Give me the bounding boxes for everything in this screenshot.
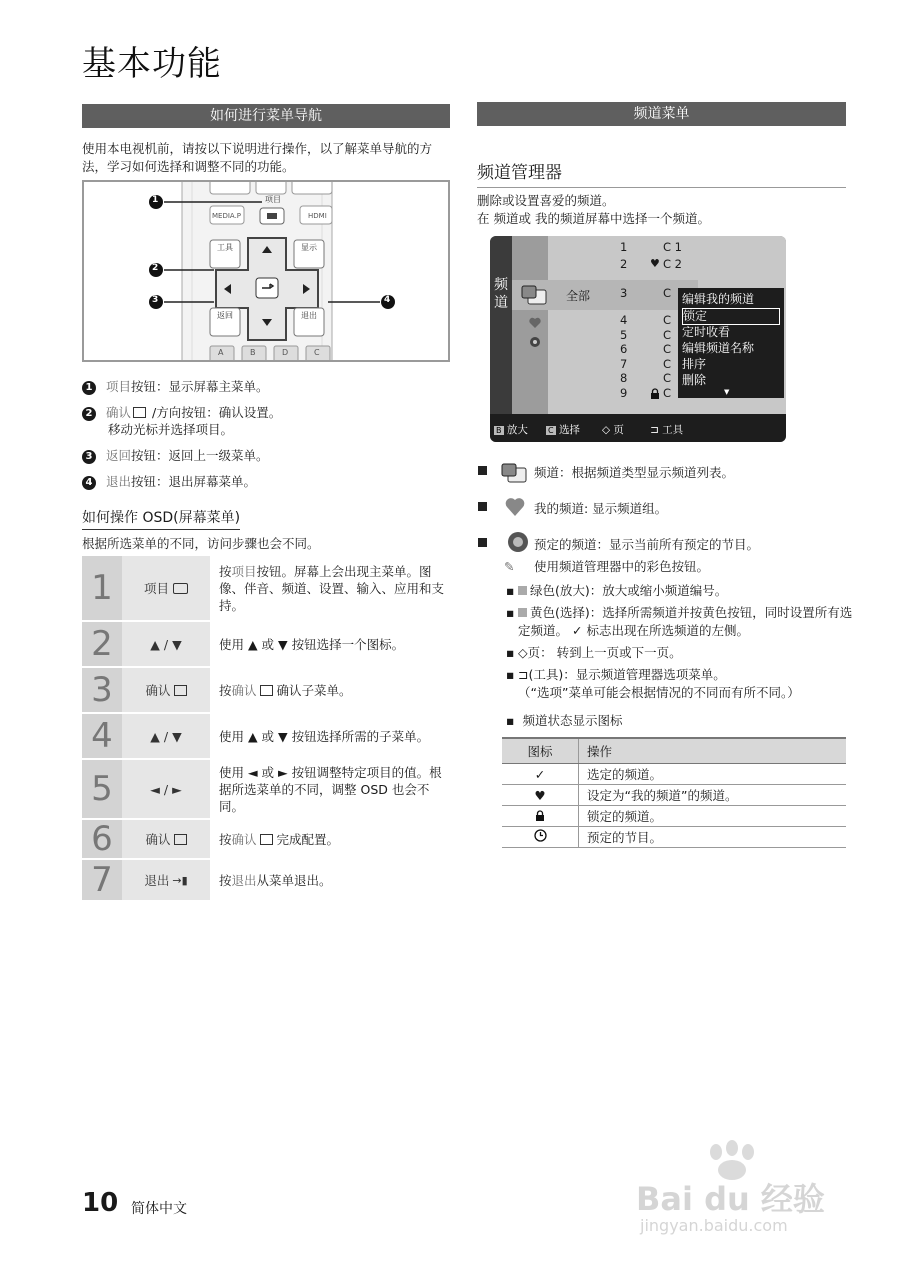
remote-tools-label: 工具 (217, 243, 233, 252)
footer-select: C 选择 (548, 424, 580, 436)
callout-num: 4 (82, 476, 96, 490)
updown-icon: ◇ (518, 645, 528, 660)
baidu-watermark (636, 1140, 846, 1240)
step-desc: 按退出从菜单退出。 (219, 872, 332, 888)
osd-intro: 根据所选菜单的不同，访问步骤也会不同。 (82, 536, 320, 551)
intro-text: 使用本电视机前，请按以下说明进行操作，以了解菜单导航的方法，学习如何选择和调整不同的功能。 (82, 141, 433, 174)
step-row (82, 556, 450, 620)
callout-item-3 (82, 447, 452, 464)
channel-list-icon (500, 462, 530, 484)
sub-item-zoom: ▪ 绿色(放大)：放大或缩小频道编号。 (506, 583, 728, 598)
watermark-url: jingyan.baidu.com (640, 1216, 788, 1235)
remote-color-b: B (250, 348, 256, 357)
clock-icon (502, 827, 579, 848)
step-number: 1 (82, 556, 122, 620)
step-desc: 按项目按钮。屏幕上会出现主菜单。图像、伴音、频道、设置、输入、应用和支持。 (219, 563, 445, 613)
bullet-square (478, 466, 487, 475)
tv-side-bar (490, 236, 512, 414)
step-number: 6 (82, 820, 122, 858)
callout-key: 项目 (106, 379, 132, 394)
callout-num: 3 (82, 450, 96, 464)
table-row: ♥ 设定为“我的频道”的频道。 (502, 785, 846, 806)
table-header (502, 738, 846, 764)
step-row (82, 820, 450, 858)
enter-icon (260, 834, 273, 845)
watermark-brand: Bai du 经验 (636, 1180, 825, 1218)
step-key: ◄ / ► (122, 760, 210, 818)
callout-text-2: 移动光标并选择项目。 (108, 422, 234, 437)
callout-text: 按钮：退出屏幕菜单。 (131, 474, 257, 489)
step-key: 退出 →▮ (122, 860, 210, 900)
col-icon: 图标 (502, 738, 579, 764)
popup-scroll-down-icon[interactable]: ▼ (724, 388, 730, 396)
note-line: ✎ 使用频道管理器中的彩色按钮。 (504, 559, 710, 574)
step-row (82, 622, 450, 666)
enter-icon (260, 685, 273, 696)
step-desc: 使用 ▲ 或 ▼ 按钮选择所需的子菜单。 (219, 728, 430, 744)
step-key: ▲ / ▼ (122, 622, 210, 666)
callout-text: /方向按钮：确认设置。 (148, 405, 282, 420)
tv-options-popup (678, 288, 784, 398)
osd-steps (82, 556, 450, 902)
callout-marker-4: 4 (384, 295, 391, 305)
remote-drawing (84, 182, 448, 360)
icon-bullets (478, 464, 858, 708)
step-row (82, 860, 450, 900)
remote-color-c: C (314, 348, 320, 357)
note-pencil-icon: ✎ (504, 559, 515, 574)
footer-yellow-key: C (548, 426, 554, 435)
callout-key: 退出 (106, 474, 132, 489)
scheduled-icon (506, 530, 530, 554)
desc-line-2: 在 频道或 我的频道屏幕中选择一个频道。 (477, 211, 710, 226)
callout-key: 返回 (106, 448, 132, 463)
remote-media-label: MEDIA.P (212, 212, 242, 220)
remote-color-a: A (218, 348, 224, 357)
step-desc: 使用 ▲ 或 ▼ 按钮选择一个图标。 (219, 636, 405, 652)
subsection-title: 频道管理器 (477, 158, 846, 188)
footer-zoom: B 放大 (496, 424, 528, 436)
step-row (82, 668, 450, 712)
col-action: 操作 (579, 738, 847, 764)
callout-num: 2 (82, 407, 96, 421)
bullet-my-channel: 我的频道: 显示频道组。 (478, 500, 858, 536)
remote-hdmi-label: HDMI (308, 212, 327, 220)
tv-row-numbers: 1 2 3 4 5 6 7 8 9 (620, 240, 628, 400)
remote-illustration (82, 180, 450, 362)
remote-return-label: 返回 (217, 311, 233, 320)
scheduled-icon (528, 335, 542, 349)
bullet-square (478, 502, 487, 511)
tv-footer (490, 414, 786, 442)
footer-language: 简体中文 (131, 1201, 187, 1217)
status-icon-title: ▪ 频道状态显示图标 (506, 713, 623, 728)
step-desc: 按确认 确认子菜单。 (219, 682, 352, 698)
heart-icon (504, 496, 526, 518)
channel-list-icon (520, 284, 550, 306)
tv-side-label: 频 道 (494, 277, 508, 311)
popup-item-selected[interactable]: 锁定 (682, 308, 780, 326)
footer-tools: ⊐ 工具 (650, 424, 684, 436)
sub-item-select: ▪ 黄色(选择)：选择所需频道并按黄色按钮，同时设置所有选定频道。 ✓ 标志出现在所选频道的左侧。 (506, 605, 853, 638)
step-desc: 使用 ◄ 或 ► 按钮调整特定项目的值。根据所选菜单的不同，调整 OSD 也会不同。 (219, 764, 442, 814)
exit-icon: →▮ (172, 873, 188, 887)
tools-icon: ⊐ (518, 667, 529, 682)
check-icon: ✓ (502, 764, 579, 785)
step-key: ▲ / ▼ (122, 714, 210, 758)
sub-item-page: ▪ ◇页： 转到上一页或下一页。 (506, 645, 682, 660)
callout-marker-2: 2 (152, 263, 159, 273)
popup-list (678, 288, 784, 388)
tv-row-channels: C 1 C 2 C C C C C C C (663, 240, 683, 400)
footer-page: ◇ 页 (602, 424, 624, 436)
step-row (82, 714, 450, 758)
enter-icon (174, 834, 187, 845)
bullet-channel: 频道：根据频道类型显示频道列表。 (478, 464, 858, 500)
table-row: ✓ 选定的频道。 (502, 764, 846, 785)
popup-item[interactable]: 编辑频道名称 (682, 341, 755, 356)
step-number: 2 (82, 622, 122, 666)
tv-heart-mark: ♥ (650, 257, 660, 270)
callout-item-2 (82, 404, 452, 438)
popup-item[interactable]: 删除 (682, 372, 707, 387)
page-title: 基本功能 (82, 44, 222, 84)
remote-menu-label: 项目 (265, 195, 281, 204)
callout-num: 1 (82, 381, 96, 395)
callout-marker-1: 1 (152, 195, 159, 205)
updown-icon: ◇ (602, 424, 611, 436)
yellow-key-icon (518, 608, 527, 617)
popup-item[interactable]: 定时收看 (682, 325, 731, 340)
remote-exit-label: 退出 (301, 311, 317, 320)
bullet-square (478, 538, 487, 547)
section-title-channel-menu: 频道菜单 (477, 102, 846, 126)
lock-icon (502, 806, 579, 827)
sub-item-tools: ▪ ⊐(工具)：显示频道管理器选项菜单。 （“选项”菜单可能会根据情况的不同而有所不同。） (506, 667, 800, 700)
page-number: 10 (82, 1188, 119, 1218)
green-key-icon (518, 586, 527, 595)
tv-all-label: 全部 (566, 289, 591, 303)
callout-key: 确认 (106, 405, 132, 420)
menu-icon (173, 583, 188, 594)
step-number: 7 (82, 860, 122, 900)
popup-item[interactable]: 排序 (682, 356, 707, 371)
channel-manager-screen (490, 236, 786, 442)
remote-info-label: 显示 (301, 243, 317, 252)
lock-icon (650, 388, 660, 399)
callout-text: 按钮：显示屏幕主菜单。 (131, 379, 269, 394)
step-number: 4 (82, 714, 122, 758)
bullet-scheduled: 预定的频道：显示当前所有预定的节目。 (478, 536, 858, 558)
step-key: 确认 (122, 820, 210, 858)
callout-marker-3: 3 (152, 295, 159, 305)
callout-item-1 (82, 378, 452, 395)
check-icon: ✓ (572, 623, 583, 638)
callout-list (82, 378, 452, 490)
callout-item-4 (82, 473, 452, 490)
footer-green-key: B (496, 426, 502, 435)
step-number: 5 (82, 760, 122, 818)
popup-item[interactable]: 编辑我的频道 (682, 292, 755, 306)
table-row: 锁定的频道。 (502, 806, 846, 827)
favorite-icon (528, 316, 542, 330)
enter-icon (133, 407, 146, 418)
status-icon-table (502, 737, 846, 848)
step-row (82, 760, 450, 818)
remote-color-d: D (282, 348, 289, 357)
step-number: 3 (82, 668, 122, 712)
step-key: 项目 (122, 556, 210, 620)
desc-line-1: 删除或设置喜爱的频道。 (477, 193, 615, 208)
tools-icon: ⊐ (650, 424, 659, 436)
callout-text: 按钮：返回上一级菜单。 (131, 448, 269, 463)
table-row: 预定的节目。 (502, 827, 846, 848)
heart-icon: ♥ (502, 785, 579, 806)
step-desc: 按确认 完成配置。 (219, 831, 340, 847)
step-key: 确认 (122, 668, 210, 712)
section-title-menu-nav: 如何进行菜单导航 (82, 104, 450, 128)
osd-title: 如何操作 OSD(屏幕菜单) (82, 507, 240, 530)
enter-icon (174, 685, 187, 696)
